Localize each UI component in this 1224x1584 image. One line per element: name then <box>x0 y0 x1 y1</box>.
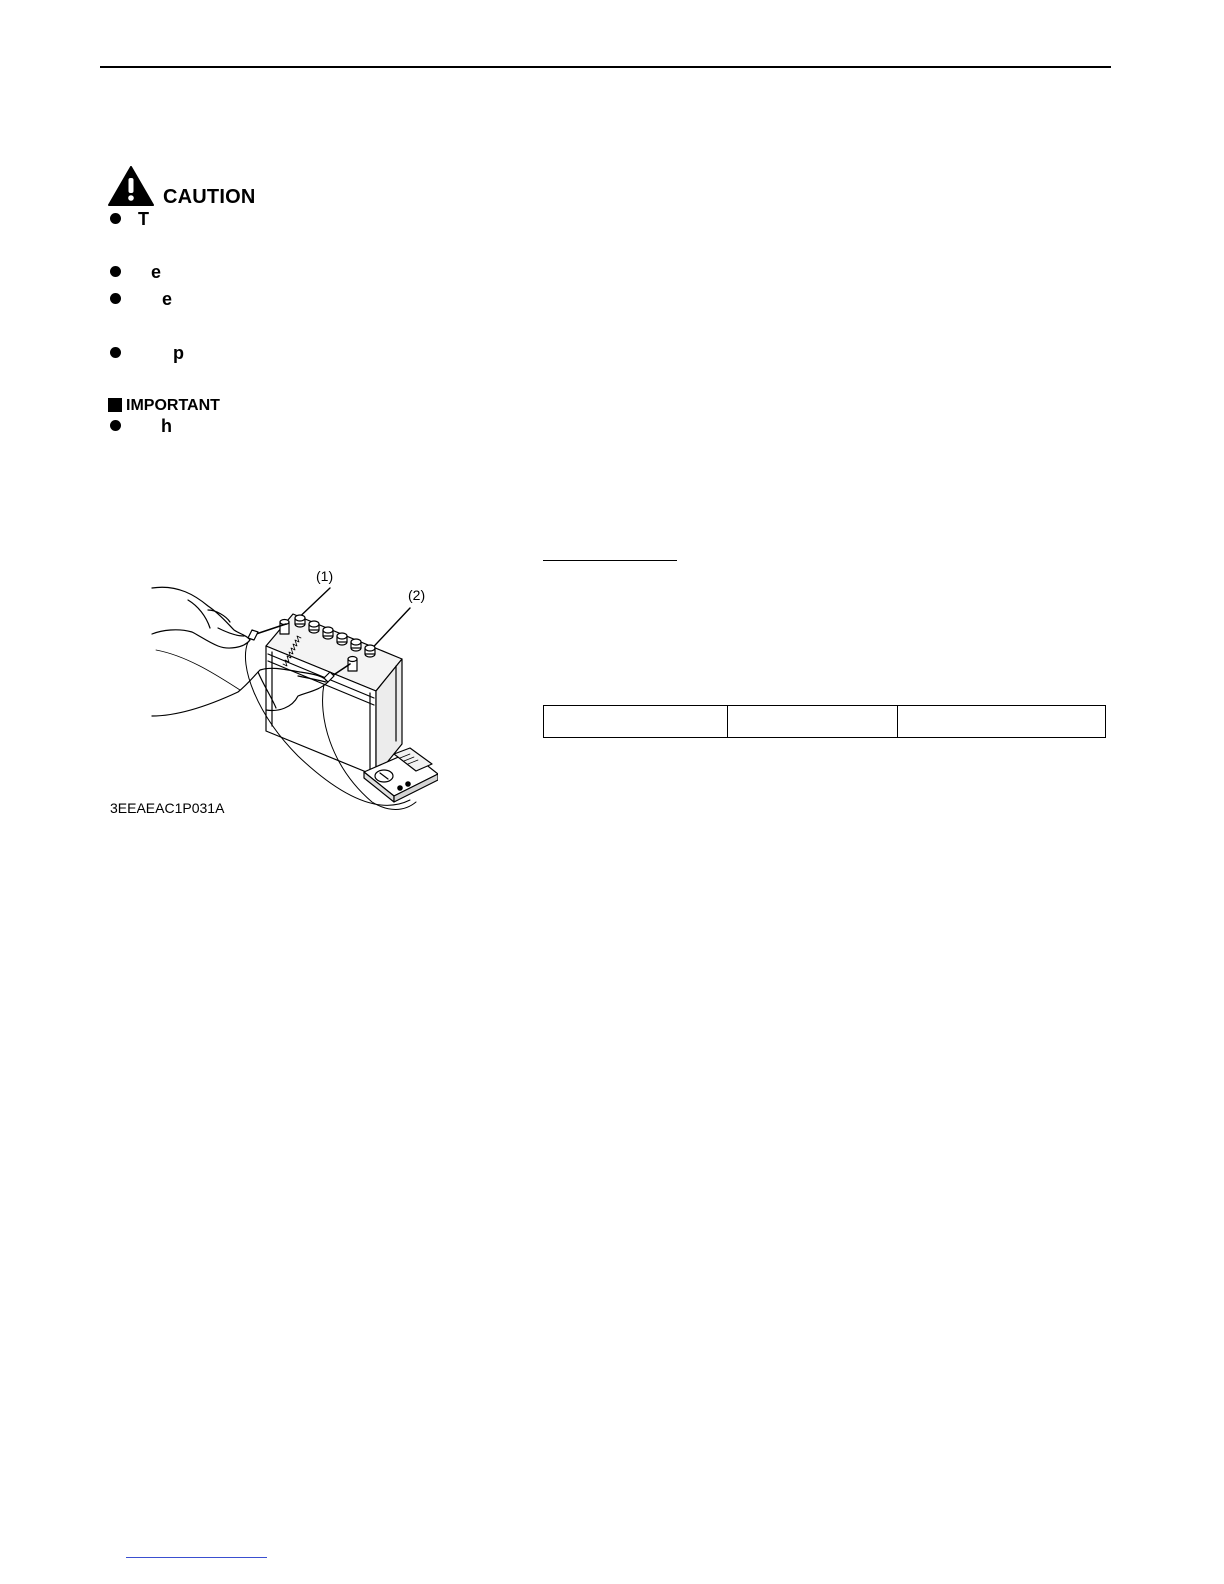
bullet-dot-icon <box>110 266 121 277</box>
bullet-dot-icon <box>110 420 121 431</box>
caution-bullet-text: T <box>138 209 149 229</box>
battery-voltage-test-illustration <box>148 566 438 818</box>
caution-bullet-text: p <box>173 343 184 363</box>
table-cell <box>544 706 728 738</box>
footer-link-underline[interactable] <box>126 1557 267 1558</box>
important-header <box>108 397 308 417</box>
caution-bullet-text: e <box>151 262 162 282</box>
bullet-dot-icon <box>110 293 121 304</box>
spec-table <box>543 705 1106 738</box>
figure-callout-1: (1) <box>316 568 334 584</box>
caution-label: CAUTION <box>163 186 256 208</box>
figure-callout-2: (2) <box>408 587 426 603</box>
warning-triangle-icon <box>108 166 154 206</box>
section-heading-underline <box>543 560 677 561</box>
important-square-icon <box>108 398 122 412</box>
table-cell <box>728 706 898 738</box>
figure-caption: 3EEAEAC1P031A <box>110 800 225 816</box>
important-bullet-text: h <box>161 416 172 436</box>
table-row <box>544 706 1106 738</box>
bullet-dot-icon <box>110 347 121 358</box>
important-label: IMPORTANT <box>126 397 220 414</box>
bullet-dot-icon <box>110 213 121 224</box>
header-rule <box>100 66 1111 68</box>
caution-bullet-text: e <box>162 289 173 309</box>
table-cell <box>898 706 1106 738</box>
